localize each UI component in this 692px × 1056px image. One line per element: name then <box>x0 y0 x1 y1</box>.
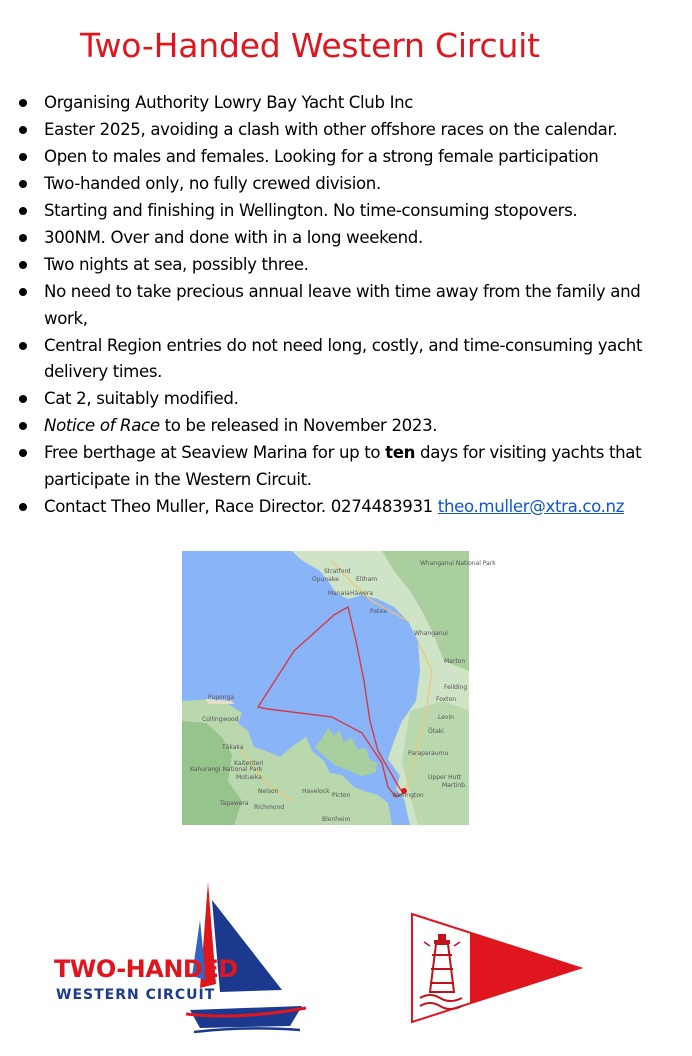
map-label: Manaia <box>328 590 350 597</box>
bullet-icon <box>19 126 27 134</box>
list-item: Contact Theo Muller, Race Director. 0274483931 theo.muller@xtra.co.nz <box>0 494 692 521</box>
map-label: Collingwood <box>202 716 239 723</box>
list-item: Starting and finishing in Wellington. No time-consuming stopovers. <box>0 198 692 225</box>
bullet-icon <box>19 153 27 161</box>
bullet-icon <box>19 342 27 350</box>
map-label: Kahurangi National Park <box>190 766 263 773</box>
bullet-icon <box>19 422 27 430</box>
emphasis-ten: ten <box>385 443 416 462</box>
map-label: Levin <box>438 714 454 721</box>
map-label: Hāwera <box>350 590 373 597</box>
bullet-icon <box>19 234 27 242</box>
list-item: Two-handed only, no fully crewed division. <box>0 171 692 198</box>
map-label: Kaiteriteri <box>234 760 264 767</box>
map-label: Ōtaki <box>428 728 444 735</box>
two-handed-logo <box>50 880 310 1040</box>
list-item: 300NM. Over and done with in a long weekend. <box>0 225 692 252</box>
route-map-svg <box>182 551 496 825</box>
map-label: Puponga <box>208 694 235 701</box>
list-item: Free berthage at Seaview Marina for up to ten days for visiting yachts that participate in the Western Circuit. <box>0 440 692 493</box>
map-label: Marton <box>444 658 466 665</box>
logo-subtitle: WESTERN CIRCUIT <box>56 987 216 1003</box>
map-label: Foxton <box>436 696 457 703</box>
route-map <box>182 551 496 825</box>
list-item: Notice of Race to be released in November 2023. <box>0 413 692 440</box>
map-label: Paraparaumu <box>408 750 449 757</box>
list-item: Central Region entries do not need long, costly, and time-consuming yacht delivery times. <box>0 333 692 386</box>
map-label: Patea <box>370 608 387 615</box>
list-item: Two nights at sea, possibly three. <box>0 252 692 279</box>
map-label: Stratford <box>324 568 351 575</box>
map-label: Motueka <box>236 774 262 781</box>
burgee-red-field <box>470 933 580 1003</box>
map-label: Feilding <box>444 684 468 691</box>
map-label: Blenheim <box>322 816 351 823</box>
list-item: Cat 2, suitably modified. <box>0 386 692 413</box>
map-label: Tākaka <box>222 744 244 751</box>
bullet-icon <box>19 180 27 188</box>
map-label: Picton <box>332 792 351 799</box>
notice-of-race-italic: Notice of Race <box>44 416 160 435</box>
bullet-icon <box>19 449 27 457</box>
map-label: Whanganui National Park <box>420 560 496 567</box>
map-label: Nelson <box>258 788 279 795</box>
list-item: Open to males and females. Looking for a strong female participation <box>0 144 692 171</box>
page-title: Two-Handed Western Circuit <box>80 26 540 65</box>
map-label: Opunake <box>312 576 339 583</box>
map-label: Whanganui <box>414 630 448 637</box>
list-item: Easter 2025, avoiding a clash with other offshore races on the calendar. <box>0 117 692 144</box>
map-label: Tapawera <box>220 800 249 807</box>
map-label: Wellington <box>392 792 424 799</box>
list-item: No need to take precious annual leave with time away from the family and work, <box>0 279 692 332</box>
club-burgee-logo <box>410 912 590 1024</box>
bullet-icon <box>19 99 27 107</box>
logo-wave <box>194 1028 300 1032</box>
bullet-icon <box>19 395 27 403</box>
map-label: Martinb. <box>442 782 467 789</box>
map-label: Richmond <box>254 804 285 811</box>
bullet-icon <box>19 503 27 511</box>
map-label: Havelock <box>302 788 330 795</box>
logo-title: TWO-HANDED <box>54 955 238 983</box>
bullet-icon <box>19 207 27 215</box>
map-label: Eltham <box>356 576 378 583</box>
list-item: Organising Authority Lowry Bay Yacht Club Inc <box>0 90 692 117</box>
map-label: Upper Hutt <box>428 774 462 781</box>
bullet-icon <box>19 261 27 269</box>
email-link[interactable]: theo.muller@xtra.co.nz <box>437 496 625 516</box>
bullet-list <box>0 90 692 521</box>
bullet-icon <box>19 288 27 296</box>
